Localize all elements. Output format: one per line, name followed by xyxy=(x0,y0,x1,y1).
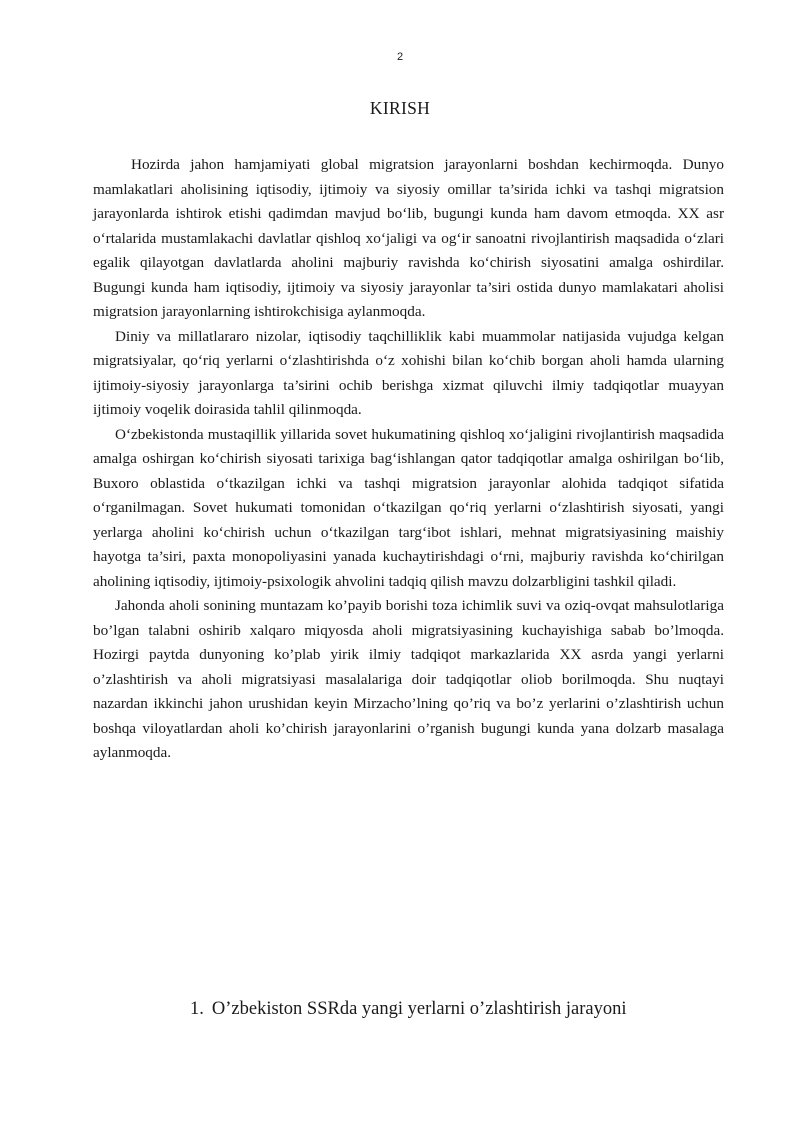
paragraph: Jahonda aholi sonining muntazam ko’payib borishi toza ichimlik suvi va oziq-ovqat mahsulotlariga bo’lgan talabni oshirib xalqaro miqyosda aholi migratsiyasining kuchayishiga sabab bo’lmoqda. Hozirgi paytda dunyoning ko’plab yirik ilmiy tadqiqot markazlarida XX asrda yangi yerlarni o’zlashtirish va aholi migratsiyasi masalalariga doir tadqiqotlar oliob borilmoqda. Shu nuqtayi nazardan ikkinchi jahon urushidan keyin Mirzacho’lning qo’riq va bo’z yerlarini o’zlashtirish uchun boshqa viloyatlardan aholi ko’chirish jarayonlarini o’rganish bugungi kunda yana dolzarb masalaga aylanmoqda. xyxy=(93,597,724,761)
paragraph: O‘zbekistonda mustaqillik yillarida sovet hukumatining qishloq xo‘jaligini rivojlantirish maqsadida amalga oshirgan ko‘chirish siyosati tarixiga bag‘ishlangan qator tadqiqotlar amalga oshirilgan bo‘lib, Buxoro oblastida o‘tkazilgan ichki va tashqi migratsion jarayonlar alohida tadqiqot sifatida o‘rganilmagan. Sovet hukumati tomonidan o‘tkazilgan qo‘riq yerlarni o‘zlashtirish siyosati, yangi yerlarga aholini ko‘chirish uchun o‘tkazilgan targ‘ibot ishlari, mehnat migratsiyasining maishiy hayotga ta’siri, paxta monopoliyasini yanada kuchaytirishdagi o‘rni, majburiy ravishda ko‘chirilgan aholining iqtisodiy, ijtimoiy-psixologik ahvolini tadqiq qilish mavzu dolzarbligini tashkil qiladi. xyxy=(93,425,724,590)
paragraph: Hozirda jahon hamjamiyati global migratsion jarayonlarni boshdan kechirmoqda. Dunyo mamlakatlari aholisining iqtisodiy, ijtimoiy va siyosiy omillar ta’sirida ichki va tashqi migratsion jarayonlarda ishtirok etishi qadimdan mavjud bo‘lib, bugungi kunda ham davom etmoqda. XX asr o‘rtalarida mustamlakachi davlatlar qishloq xo‘jaligi va og‘ir sanoatni rivojlantirish maqsadida o‘zlari egalik qilayotgan davlatlarda aholini majburiy ravishda ko‘chirish siyosatini amalga oshirdilar. Bugungi kunda ham iqtisodiy, ijtimoiy va siyosiy jarayonlar ta’siri ostida dunyo mamlakatari aholisi migratsion jarayonlarning ishtirokchisiga aylanmoqda. xyxy=(93,156,724,320)
section-heading xyxy=(190,997,627,1021)
body-text xyxy=(93,153,724,766)
paragraph: Diniy va millatlararo nizolar, iqtisodiy taqchilliklik kabi muammolar natijasida vujudga kelgan migratsiyalar, qo‘riq yerlarni o‘zlashtirishda o‘z xohishi bilan ko‘chib borgan aholi hamda ularning ijtimoiy-siyosiy jarayonlarga ta’sirini ochib berishga xizmat qiluvchi ilmiy tadqiqotlar muayyan ijtimoiy voqelik doirasida tahlil qilinmoqda. xyxy=(93,327,724,418)
page-title: KIRISH xyxy=(369,98,431,118)
section-title-text: O’zbekiston SSRda yangi yerlarni o’zlashtirish jarayoni xyxy=(211,999,627,1019)
section-number: 1. xyxy=(190,999,204,1019)
page-number: 2 xyxy=(396,51,404,63)
